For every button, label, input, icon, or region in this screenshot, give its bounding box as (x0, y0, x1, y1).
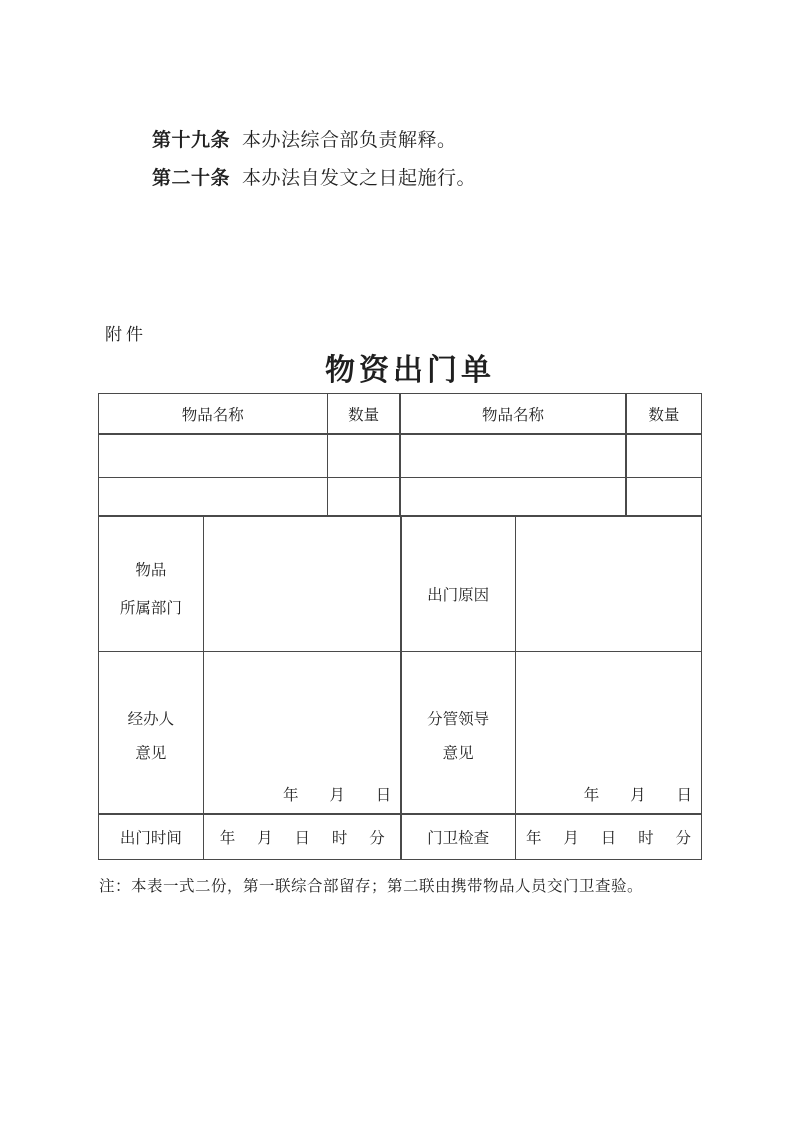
item-list-section (99, 394, 701, 515)
leader-opinion-label-line1: 分管领导 (427, 710, 490, 728)
reason-value-cell (516, 517, 701, 651)
reason-label: 出门原因 (402, 517, 515, 651)
quantity-cell-r1c2 (328, 435, 399, 477)
article-20-number: 第二十条 (152, 168, 231, 189)
article-19-number: 第十九条 (152, 130, 231, 151)
article-paragraphs (152, 122, 476, 198)
handler-opinion-cell (204, 652, 400, 813)
footnote: 注：本表一式二份，第一联综合部留存；第二联由携带物品人员交门卫查验。 (99, 878, 644, 895)
handler-date-line: 年 月 日 (282, 787, 392, 804)
department-label-line2: 所属部门 (119, 599, 182, 617)
article-19-text: 本办法综合部负责解释。 (242, 130, 457, 151)
article-20-text: 本办法自发文之日起施行。 (242, 168, 477, 189)
article-20 (152, 160, 476, 198)
department-label-line1: 物品 (135, 561, 167, 579)
leader-opinion-label-line2: 意见 (442, 744, 474, 762)
item-name-cell-r2c1 (99, 478, 327, 515)
header-quantity-1: 数量 (328, 394, 399, 433)
handler-opinion-label-line2: 意见 (135, 744, 167, 762)
leader-date-line: 年 月 日 (583, 787, 692, 804)
quantity-cell-r1c4 (627, 435, 701, 477)
handler-opinion-label (99, 652, 203, 813)
guard-check-label: 门卫检查 (402, 815, 515, 859)
approval-section (99, 517, 701, 859)
item-name-cell-r1c3 (401, 435, 626, 477)
handler-opinion-label-line1: 经办人 (127, 710, 175, 728)
quantity-cell-r2c2 (328, 478, 399, 515)
leader-opinion-cell (516, 652, 701, 813)
item-name-cell-r1c1 (99, 435, 327, 477)
header-item-name-2: 物品名称 (401, 394, 626, 433)
header-quantity-2: 数量 (627, 394, 701, 433)
department-value-cell (204, 517, 400, 651)
exit-time-label: 出门时间 (99, 815, 203, 859)
quantity-cell-r2c4 (627, 478, 701, 515)
guard-check-value-cell: 年 月 日 时 分 (516, 815, 701, 859)
article-19 (152, 122, 476, 160)
form-title: 物资出门单 (325, 354, 495, 387)
attachment-label: 附件 (105, 325, 147, 344)
department-label (99, 517, 203, 651)
item-name-cell-r2c3 (401, 478, 626, 515)
material-exit-form-table (98, 393, 702, 860)
exit-time-value-cell: 年 月 日 时 分 (204, 815, 400, 859)
leader-opinion-label (402, 652, 515, 813)
header-item-name-1: 物品名称 (99, 394, 327, 433)
